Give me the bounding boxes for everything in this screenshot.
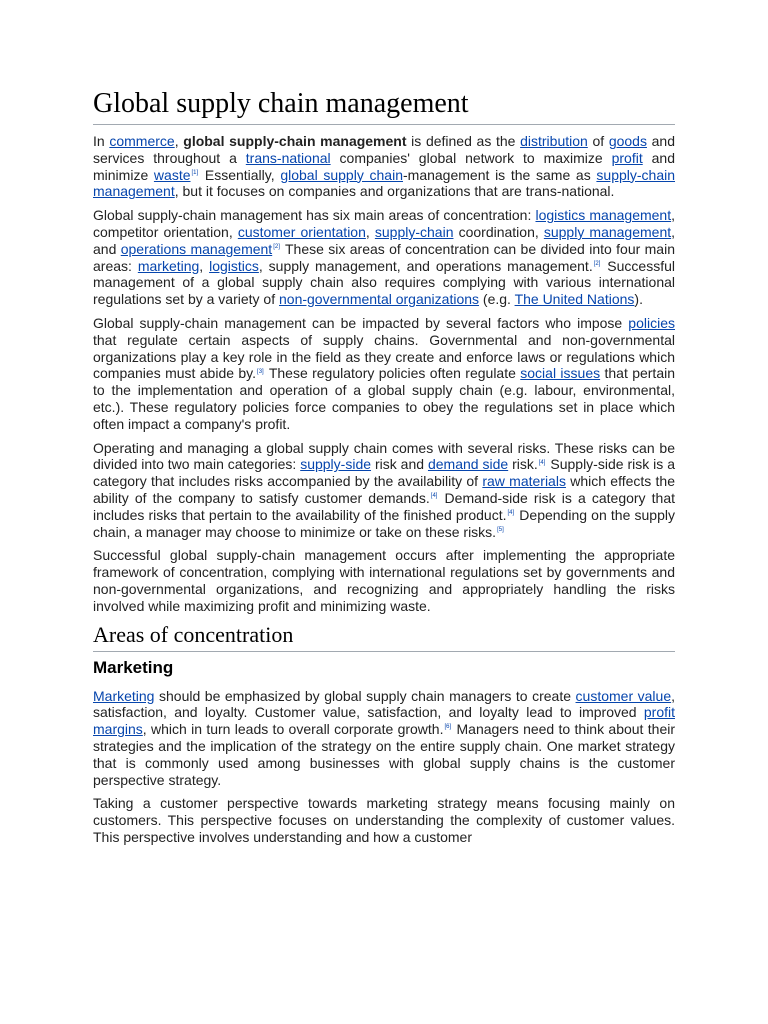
article: [93, 82, 675, 853]
text: Successful management of a global supply chain also requires complying with various international regulations set by a variety of: [93, 257, 675, 308]
link-united-nations[interactable]: The United Nations: [514, 291, 635, 308]
text: ).: [634, 291, 643, 308]
text: ,: [174, 133, 184, 149]
paragraph-customer-perspective: [93, 795, 675, 845]
link-marketing-article[interactable]: Marketing: [93, 687, 155, 704]
link-raw-materials[interactable]: raw materials: [482, 473, 566, 490]
bold-term: global supply-chain management: [183, 133, 407, 149]
text: risk.: [508, 456, 538, 473]
link-profit[interactable]: profit: [611, 149, 643, 166]
link-customer-value[interactable]: customer value: [575, 687, 672, 704]
link-logistics[interactable]: logistics: [209, 257, 259, 274]
link-marketing[interactable]: marketing: [137, 257, 200, 274]
link-demand-side[interactable]: demand side: [427, 456, 509, 473]
text: , and: [93, 223, 676, 257]
citation[interactable]: [2]: [593, 260, 601, 267]
text: , supply management, and operations management.: [258, 257, 593, 274]
section-heading-areas: Areas of concentration: [93, 622, 675, 652]
text: Global supply-chain management can be impacted by several factors who impose: [93, 314, 629, 331]
link-trans-national[interactable]: trans-national: [245, 149, 331, 166]
citation[interactable]: [4]: [507, 510, 515, 517]
text: and services throughout a: [93, 133, 675, 166]
text: is defined as the: [406, 133, 521, 149]
text: , satisfaction, and loyalty. Customer value, satisfaction, and loyalty lead to improved: [93, 687, 675, 721]
paragraph-factors: [93, 315, 675, 433]
text: ,: [199, 257, 210, 274]
text: , which in turn leads to overall corporate growth.: [142, 721, 444, 738]
text: (e.g.: [479, 291, 515, 308]
link-supply-side[interactable]: supply-side: [300, 456, 372, 473]
citation[interactable]: [1]: [191, 169, 199, 176]
citation[interactable]: [4]: [430, 493, 438, 500]
link-distribution[interactable]: distribution: [520, 133, 588, 149]
text: Supply-side risk is a category that includes risks accompanied by the availability of: [93, 456, 675, 490]
text: Successful global supply-chain management occurs after implementing the appropriate framework of concentration, complying with international regulations set by governments and non-governmental organizations, and recognizing and appropriately handling the risks involved while maximizing profit and minimizing waste.: [93, 547, 675, 614]
paragraph-areas: [93, 207, 675, 308]
link-goods[interactable]: goods: [608, 133, 647, 149]
text: Managers need to think about their strategies and the implication of the strategy on the entire supply chain. One market strategy that is commonly used among businesses with global supply chains is the customer perspective strategy.: [93, 721, 675, 788]
text: and minimize: [93, 149, 675, 183]
paragraph-marketing: [93, 688, 675, 789]
text: risk and: [371, 456, 428, 473]
text: Global supply-chain management has six main areas of concentration:: [93, 207, 536, 224]
citation[interactable]: [2]: [273, 244, 280, 251]
link-social-issues[interactable]: social issues: [520, 365, 601, 382]
text: Taking a customer perspective towards marketing strategy means focusing mainly on customers. This perspective focuses on understanding the complexity of customer values. This perspective involves understanding and how a customer: [93, 795, 675, 845]
text: , competitor orientation,: [93, 207, 675, 240]
link-supply-chain-management[interactable]: supply-chain management: [93, 166, 676, 200]
link-customer-orientation[interactable]: customer orientation: [237, 223, 366, 240]
link-profit-margins[interactable]: profit margins: [93, 704, 675, 738]
text: which effects the ability of the company to satisfy customer demands.: [93, 473, 675, 506]
text: that regulate certain aspects of supply chains. Governmental and non-governmental organizations play a key role in the field as they create and enforce laws or regulations which companies must abide by.: [93, 331, 675, 382]
paragraph-summary: [93, 547, 675, 614]
citation[interactable]: [4]: [538, 459, 546, 466]
citation[interactable]: [6]: [444, 724, 452, 731]
text: of: [587, 133, 609, 149]
text: -management is the same as: [403, 166, 597, 183]
text: Depending on the supply chain, a manager may choose to minimize or take on these risks.: [93, 506, 675, 540]
link-waste[interactable]: waste: [153, 166, 191, 183]
link-supply-management[interactable]: supply management: [543, 223, 672, 240]
link-global-supply-chain[interactable]: global supply chain: [280, 166, 403, 183]
text: that pertain to the implementation and operation of a global supply chain (e.g. labour, environmental, etc.). These regulatory policies force companies to obey the regulations set in place which often impact a company's profit.: [93, 365, 676, 432]
citation[interactable]: [5]: [497, 526, 504, 533]
text: companies' global network to maximize: [330, 149, 612, 166]
page-title: Global supply chain management: [93, 82, 675, 125]
link-logistics-management[interactable]: logistics management: [535, 207, 672, 224]
link-policies[interactable]: policies: [628, 314, 675, 331]
subsection-heading-marketing: Marketing: [93, 657, 174, 677]
text: should be emphasized by global supply chain managers to create: [154, 687, 576, 704]
text: coordination,: [453, 223, 544, 240]
link-non-governmental-organizations[interactable]: non-governmental organizations: [279, 291, 480, 308]
text: These regulatory policies often regulate: [264, 365, 521, 382]
text: These six areas of concentration can be divided into four main areas:: [93, 240, 675, 274]
text: ,: [365, 223, 375, 240]
text: , but it focuses on companies and organizations that are trans-national.: [174, 183, 615, 200]
link-commerce[interactable]: commerce: [109, 133, 175, 149]
link-operations-management[interactable]: operations management: [120, 240, 273, 257]
paragraph-intro: [93, 133, 675, 200]
text: Essentially,: [199, 166, 281, 183]
text: Demand-side risk is a category that includes risks that pertain to the availability of the finished product.: [93, 489, 675, 523]
text: Operating and managing a global supply chain comes with several risks. These risks can be divided into two main categories:: [93, 439, 675, 473]
text: In: [93, 133, 110, 149]
link-supply-chain[interactable]: supply-chain: [374, 223, 454, 240]
citation[interactable]: [3]: [257, 368, 264, 375]
paragraph-risks: [93, 440, 675, 541]
